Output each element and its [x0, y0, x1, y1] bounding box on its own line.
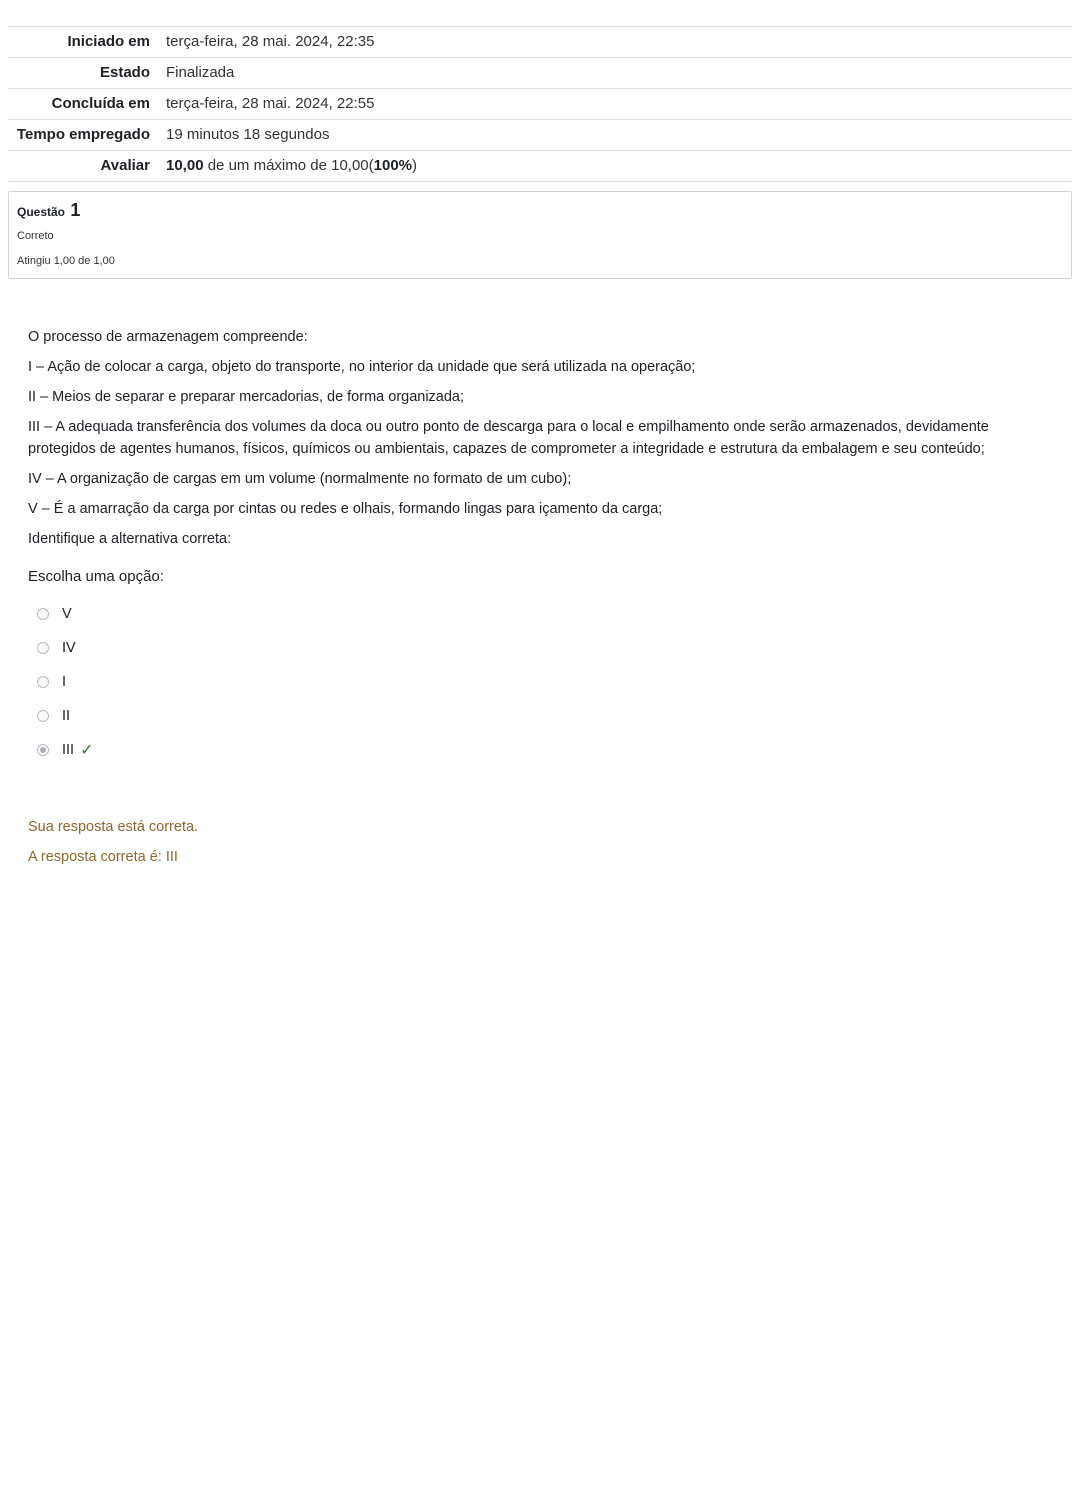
- answer-option[interactable]: [28, 665, 1048, 699]
- radio-button[interactable]: [37, 676, 49, 688]
- feedback-area: [28, 816, 198, 876]
- feedback-result: Sua resposta está correta.: [28, 819, 199, 835]
- question-text: II – Meios de separar e preparar mercadorias, de forma organizada;: [28, 389, 465, 405]
- summary-row-grade: [8, 151, 1072, 182]
- check-icon: ✓: [80, 742, 94, 759]
- choose-option-prompt: Escolha uma opção:: [28, 568, 164, 585]
- question-number-value: 1: [70, 200, 81, 220]
- attempt-summary-table: [8, 26, 1072, 182]
- grade-percent: 100%: [373, 157, 413, 174]
- summary-grade-value: [158, 151, 1072, 182]
- summary-row-started: [8, 27, 1072, 58]
- summary-label: Concluída em: [51, 95, 150, 112]
- summary-label: Tempo empregado: [16, 126, 150, 143]
- option-label: IV: [62, 640, 76, 656]
- question-text: V – É a amarração da carga por cintas ou redes e olhais, formando lingas para içamento da carga;: [28, 501, 663, 517]
- summary-value: terça-feira, 28 mai. 2024, 22:35: [166, 33, 375, 50]
- option-label: III: [62, 742, 75, 758]
- option-label: I: [62, 674, 67, 690]
- question-state: Correto: [17, 230, 54, 242]
- answer-option[interactable]: [28, 597, 1048, 631]
- grade-mid: de um máximo de 10,00(: [203, 157, 374, 174]
- question-text: O processo de armazenagem compreende:: [28, 329, 308, 345]
- summary-value: Finalizada: [166, 64, 235, 81]
- grade-end: ): [412, 157, 418, 174]
- question-content: [28, 326, 1048, 767]
- answer-option[interactable]: [28, 631, 1048, 665]
- question-grade: Atingiu 1,00 de 1,00: [17, 255, 115, 267]
- question-text: IV – A organização de cargas em um volume (normalmente no formato de um cubo);: [28, 471, 572, 487]
- question-text: I – Ação de colocar a carga, objeto do transporte, no interior da unidade que será utilizada na operação;: [28, 359, 696, 375]
- grade-value: 10,00: [166, 157, 204, 174]
- radio-button[interactable]: [37, 710, 49, 722]
- summary-label: Iniciado em: [67, 33, 150, 50]
- option-label: II: [62, 708, 71, 724]
- option-label: V: [62, 606, 72, 622]
- radio-button[interactable]: [37, 608, 49, 620]
- summary-row-time-taken: [8, 120, 1072, 151]
- question-label: Questão: [17, 205, 66, 219]
- summary-row-state: [8, 58, 1072, 89]
- answer-option-selected[interactable]: [28, 733, 1048, 767]
- answer-options: [28, 597, 1048, 767]
- radio-button[interactable]: [37, 642, 49, 654]
- summary-value: 19 minutos 18 segundos: [166, 126, 330, 143]
- question-text: III – A adequada transferência dos volumes da doca ou outro ponto de descarga para o local e empilhamento onde serão armazenados, devidamente protegidos de agentes humanos, físicos, químicos ou ambientais, capazes de comprometer a integridade e estrutura da embalagem e seu conteúdo;: [28, 419, 989, 457]
- question-text: Identifique a alternativa correta:: [28, 531, 232, 547]
- summary-value: terça-feira, 28 mai. 2024, 22:55: [166, 95, 375, 112]
- question-info-box: [8, 191, 1072, 279]
- answer-option[interactable]: [28, 699, 1048, 733]
- summary-label: Estado: [99, 64, 150, 81]
- feedback-correct-answer: A resposta correta é: III: [28, 849, 178, 865]
- summary-label: Avaliar: [100, 157, 150, 174]
- question-number: [17, 200, 1063, 221]
- radio-button-checked[interactable]: [37, 744, 49, 756]
- summary-row-completed: [8, 89, 1072, 120]
